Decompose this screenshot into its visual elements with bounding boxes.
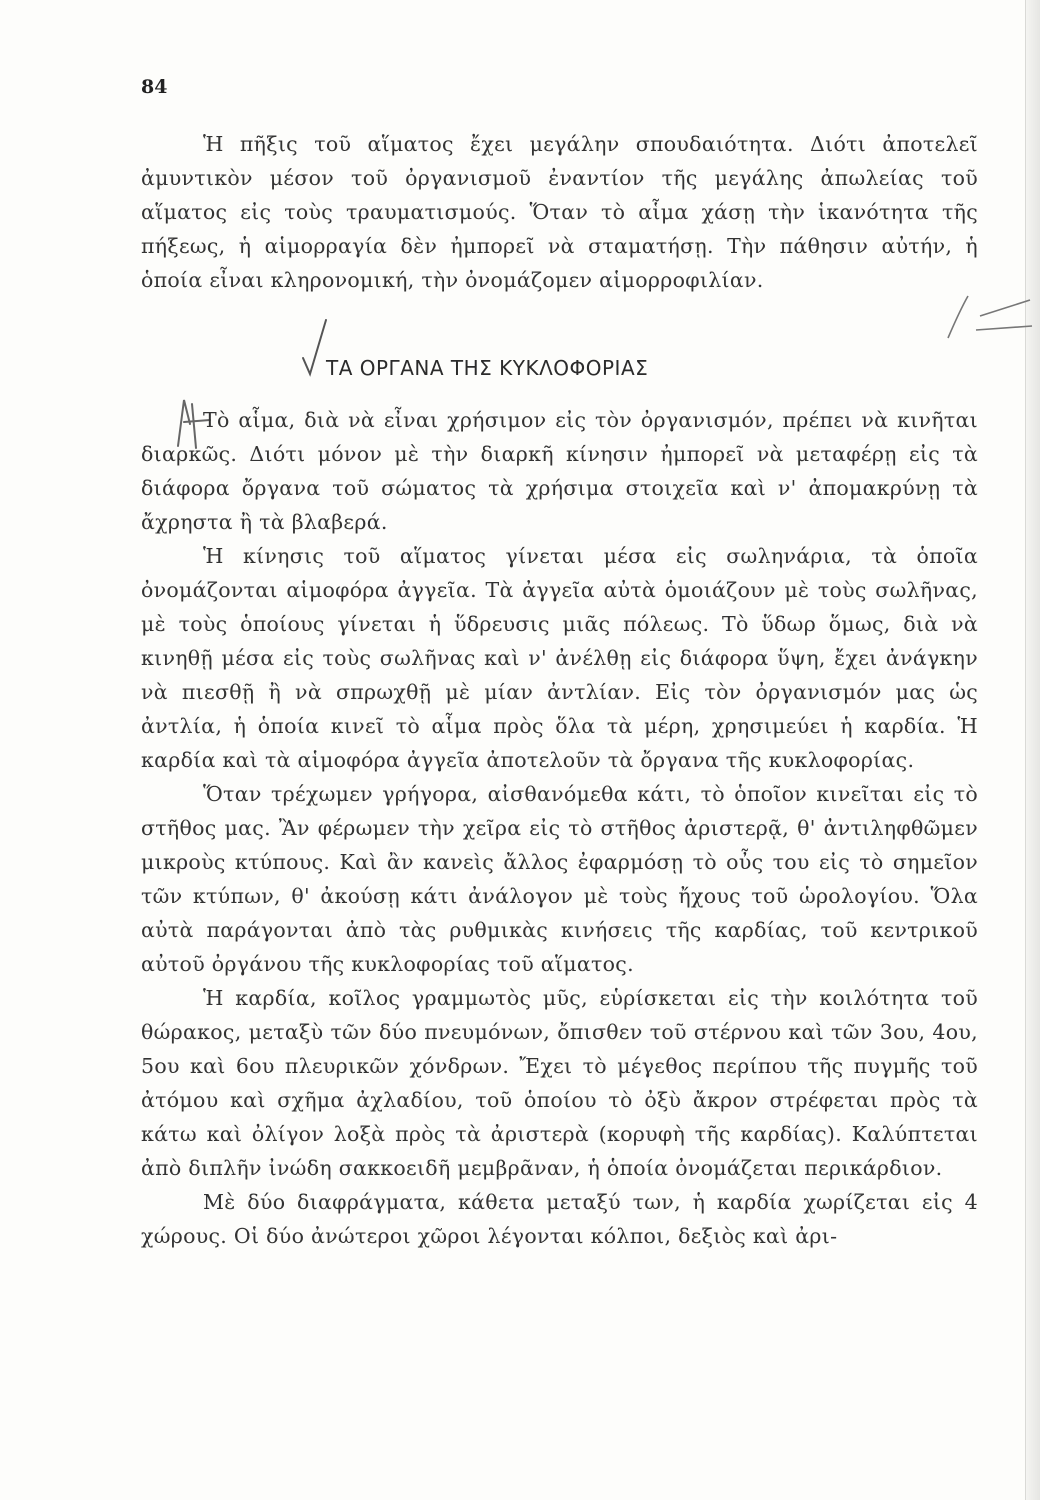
paragraph-vessels: Ἡ κίνησις τοῦ αἵματος γίνεται μέσα εἰς σωληνάρια, τὰ ὁποῖα ὀνομάζονται αἱμοφόρα ἀγγεῖα. Τὰ ἀγγεῖα αὐτὰ ὁμοιάζουν μὲ τοὺς σωλῆνας, μὲ τοὺς ὁποίους γίνεται ἡ ὕδρευσις μιᾶς πόλεως. Τὸ ὕδωρ ὅμως, διὰ νὰ κινηθῇ μέσα εἰς τοὺς σωλῆνας καὶ ν' ἀνέλθῃ εἰς διάφορα ὕψη, ἔχει ἀνάγκην νὰ πιεσθῇ ἢ νὰ σπρωχθῇ μὲ μίαν ἀντλίαν. Εἰς τὸν ὀργανισμόν μας ὡς ἀντλία, ἡ ὁποία κινεῖ τὸ αἷμα πρὸς ὅλα τὰ μέρη, χρησιμεύει ἡ καρδία. Ἡ καρδία καὶ τὰ αἱμοφόρα ἀγγεῖα ἀποτελοῦν τὰ ὄργανα τῆς κυκλοφορίας.	[141, 544, 978, 772]
intro-paragraph: Ἡ πῆξις τοῦ αἵματος ἔχει μεγάλην σπουδαιότητα. Διότι ἀποτελεῖ ἀμυντικὸν μέσον τοῦ ὀργανισμοῦ ἐναντίον τῆς μεγάλης ἀπωλείας τοῦ αἵματος εἰς τοὺς τραυματισμούς. Ὅταν τὸ αἷμα χάσῃ τὴν ἱκανότητα τῆς πήξεως, ἡ αἱμορραγία δὲν ἠμπορεῖ νὰ σταματήσῃ. Τὴν πάθησιν αὐτήν, ἡ ὁποία εἶναι κληρονομική, τὴν ὀνομάζομεν αἱμορροφιλίαν.	[141, 132, 978, 292]
intro-text	[141, 127, 978, 297]
page-edge	[1025, 0, 1040, 1500]
section-heading: ΤΑ ΟΡΓΑΝΑ ΤΗΣ ΚΥΚΛΟΦΟΡΙΑΣ	[326, 356, 649, 380]
paragraph-heart-chambers: Μὲ δύο διαφράγματα, κάθετα μεταξύ των, ἡ καρδία χωρίζεται εἰς 4 χώρους. Οἱ δύο ἀνώτεροι χῶροι λέγονται κόλποι, δεξιὸς καὶ ἀρι-	[141, 1190, 978, 1248]
section-body	[141, 403, 978, 1253]
paragraph-movement: Τὸ αἷμα, διὰ νὰ εἶναι χρήσιμον εἰς τὸν ὀργανισμόν, πρέπει νὰ κινῆται διαρκῶς. Διότι μόνον μὲ τὴν διαρκῆ κίνησιν ἠμπορεῖ νὰ μεταφέρῃ εἰς τὰ διάφορα ὄργανα τοῦ σώματος τὰ χρήσιμα στοιχεῖα καὶ ν' ἀπομακρύνῃ τὰ ἄχρηστα ἢ τὰ βλαβερά.	[141, 408, 978, 534]
paragraph-heart-location: Ἡ καρδία, κοῖλος γραμμωτὸς μῦς, εὑρίσκεται εἰς τὴν κοιλότητα τοῦ θώρακος, μεταξὺ τῶν δύο πνευμόνων, ὄπισθεν τοῦ στέρνου καὶ τῶν 3ου, 4ου, 5ου καὶ 6ου πλευρικῶν χόνδρων. Ἔχει τὸ μέγεθος περίπου τῆς πυγμῆς τοῦ ἀτόμου καὶ σχῆμα ἀχλαδίου, τοῦ ὁποίου τὸ ὀξὺ ἄκρον στρέφεται πρὸς τὰ κάτω καὶ ὀλίγον λοξὰ πρὸς τὰ ἀριστερὰ (κορυφὴ τῆς καρδίας). Καλύπτεται ἀπὸ διπλῆν ἰνώδη σακκοειδῆ μεμβρᾶναν, ἡ ὁποία ὀνομάζεται περικάρδιον.	[141, 986, 978, 1180]
page-number: 84	[141, 76, 168, 98]
paragraph-heartbeat: Ὅταν τρέχωμεν γρήγορα, αἰσθανόμεθα κάτι, τὸ ὁποῖον κινεῖται εἰς τὸ στῆθος μας. Ἂν φέρωμεν τὴν χεῖρα εἰς τὸ στῆθος ἀριστερᾷ, θ' ἀντιληφθῶμεν μικροὺς κτύπους. Καὶ ἂν κανεὶς ἄλλος ἐφαρμόσῃ τὸ οὖς του εἰς τὸ σημεῖον τῶν κτύπων, θ' ἀκούσῃ κάτι ἀνάλογον μὲ τοὺς ἤχους τοῦ ὡρολογίου. Ὅλα αὐτὰ παράγονται ἀπὸ τὰς ρυθμικὰς κινήσεις τῆς καρδίας, τοῦ κεντρικοῦ αὐτοῦ ὀργάνου τῆς κυκλοφορίας τοῦ αἵματος.	[141, 782, 978, 976]
